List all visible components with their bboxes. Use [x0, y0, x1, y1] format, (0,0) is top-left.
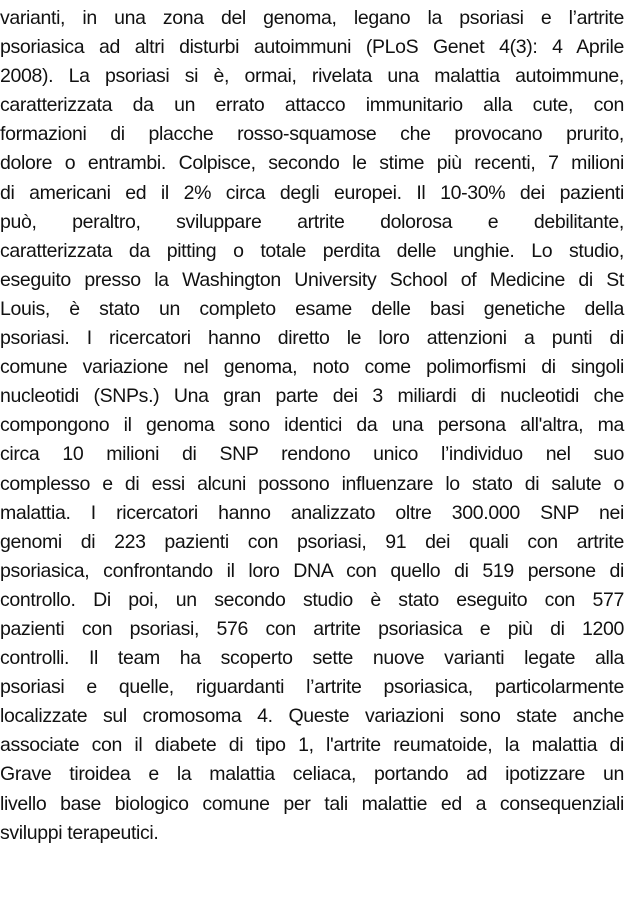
text-line: associate con il diabete di tipo 1, l'artrite reumatoide, la malattia di	[0, 734, 624, 757]
text-line: Louis, è stato un completo esame delle basi genetiche della	[0, 297, 624, 320]
text-line: dolore o entrambi. Colpisce, secondo le stime più recenti, 7 milioni	[0, 152, 624, 175]
text-line: varianti, in una zona del genoma, legano la psoriasi e l’artrite	[0, 7, 624, 29]
text-line: compongono il genoma sono identici da una persona all'altra, ma	[0, 414, 624, 437]
text-line: psoriasi e quelle, riguardanti l’artrite psoriasica, particolarmente	[0, 676, 624, 699]
text-line: può, peraltro, sviluppare artrite dolorosa e debilitante,	[0, 210, 624, 233]
text-line: controlli. Il team ha scoperto sette nuove varianti legate alla	[0, 647, 624, 670]
text-line: di americani ed il 2% circa degli europei. Il 10-30% dei pazienti	[0, 181, 624, 204]
text-line: genomi di 223 pazienti con psoriasi, 91 dei quali con artrite	[0, 530, 624, 553]
text-line: circa 10 milioni di SNP rendono unico l’individuo nel suo	[0, 443, 624, 466]
text-line: 2008). La psoriasi si è, ormai, rivelata una malattia autoimmune,	[0, 65, 624, 88]
text-line: localizzate sul cromosoma 4. Queste variazioni sono state anche	[0, 705, 624, 728]
text-line: psoriasi. I ricercatori hanno diretto le loro attenzioni a punti di	[0, 327, 624, 350]
text-line: comune variazione nel genoma, noto come polimorfismi di singoli	[0, 356, 624, 379]
text-line: psoriasica ad altri disturbi autoimmuni (PLoS Genet 4(3): 4 Aprile	[0, 36, 624, 59]
text-line: malattia. I ricercatori hanno analizzato oltre 300.000 SNP nei	[0, 501, 624, 524]
text-line: formazioni di placche rosso-squamose che provocano prurito,	[0, 123, 624, 146]
text-line: complesso e di essi alcuni possono influenzare lo stato di salute o	[0, 472, 624, 495]
text-line: psoriasica, confrontando il loro DNA con quello di 519 persone di	[0, 559, 624, 582]
text-line: Grave tiroidea e la malattia celiaca, portando ad ipotizzare un	[0, 763, 624, 786]
text-line: caratterizzata da pitting o totale perdita delle unghie. Lo studio,	[0, 239, 624, 262]
text-line: caratterizzata da un errato attacco immunitario alla cute, con	[0, 94, 624, 117]
text-line: livello base biologico comune per tali malattie ed a consequenziali	[0, 792, 624, 815]
text-line: pazienti con psoriasi, 576 con artrite psoriasica e più di 1200	[0, 617, 624, 640]
document-body	[0, 4, 625, 848]
text-line: nucleotidi (SNPs.) Una gran parte dei 3 miliardi di nucleotidi che	[0, 385, 624, 408]
text-line: eseguito presso la Washington University School of Medicine di St	[0, 268, 624, 291]
text-line: controllo. Di poi, un secondo studio è stato eseguito con 577	[0, 588, 624, 611]
text-line: sviluppi terapeutici.	[0, 821, 159, 844]
